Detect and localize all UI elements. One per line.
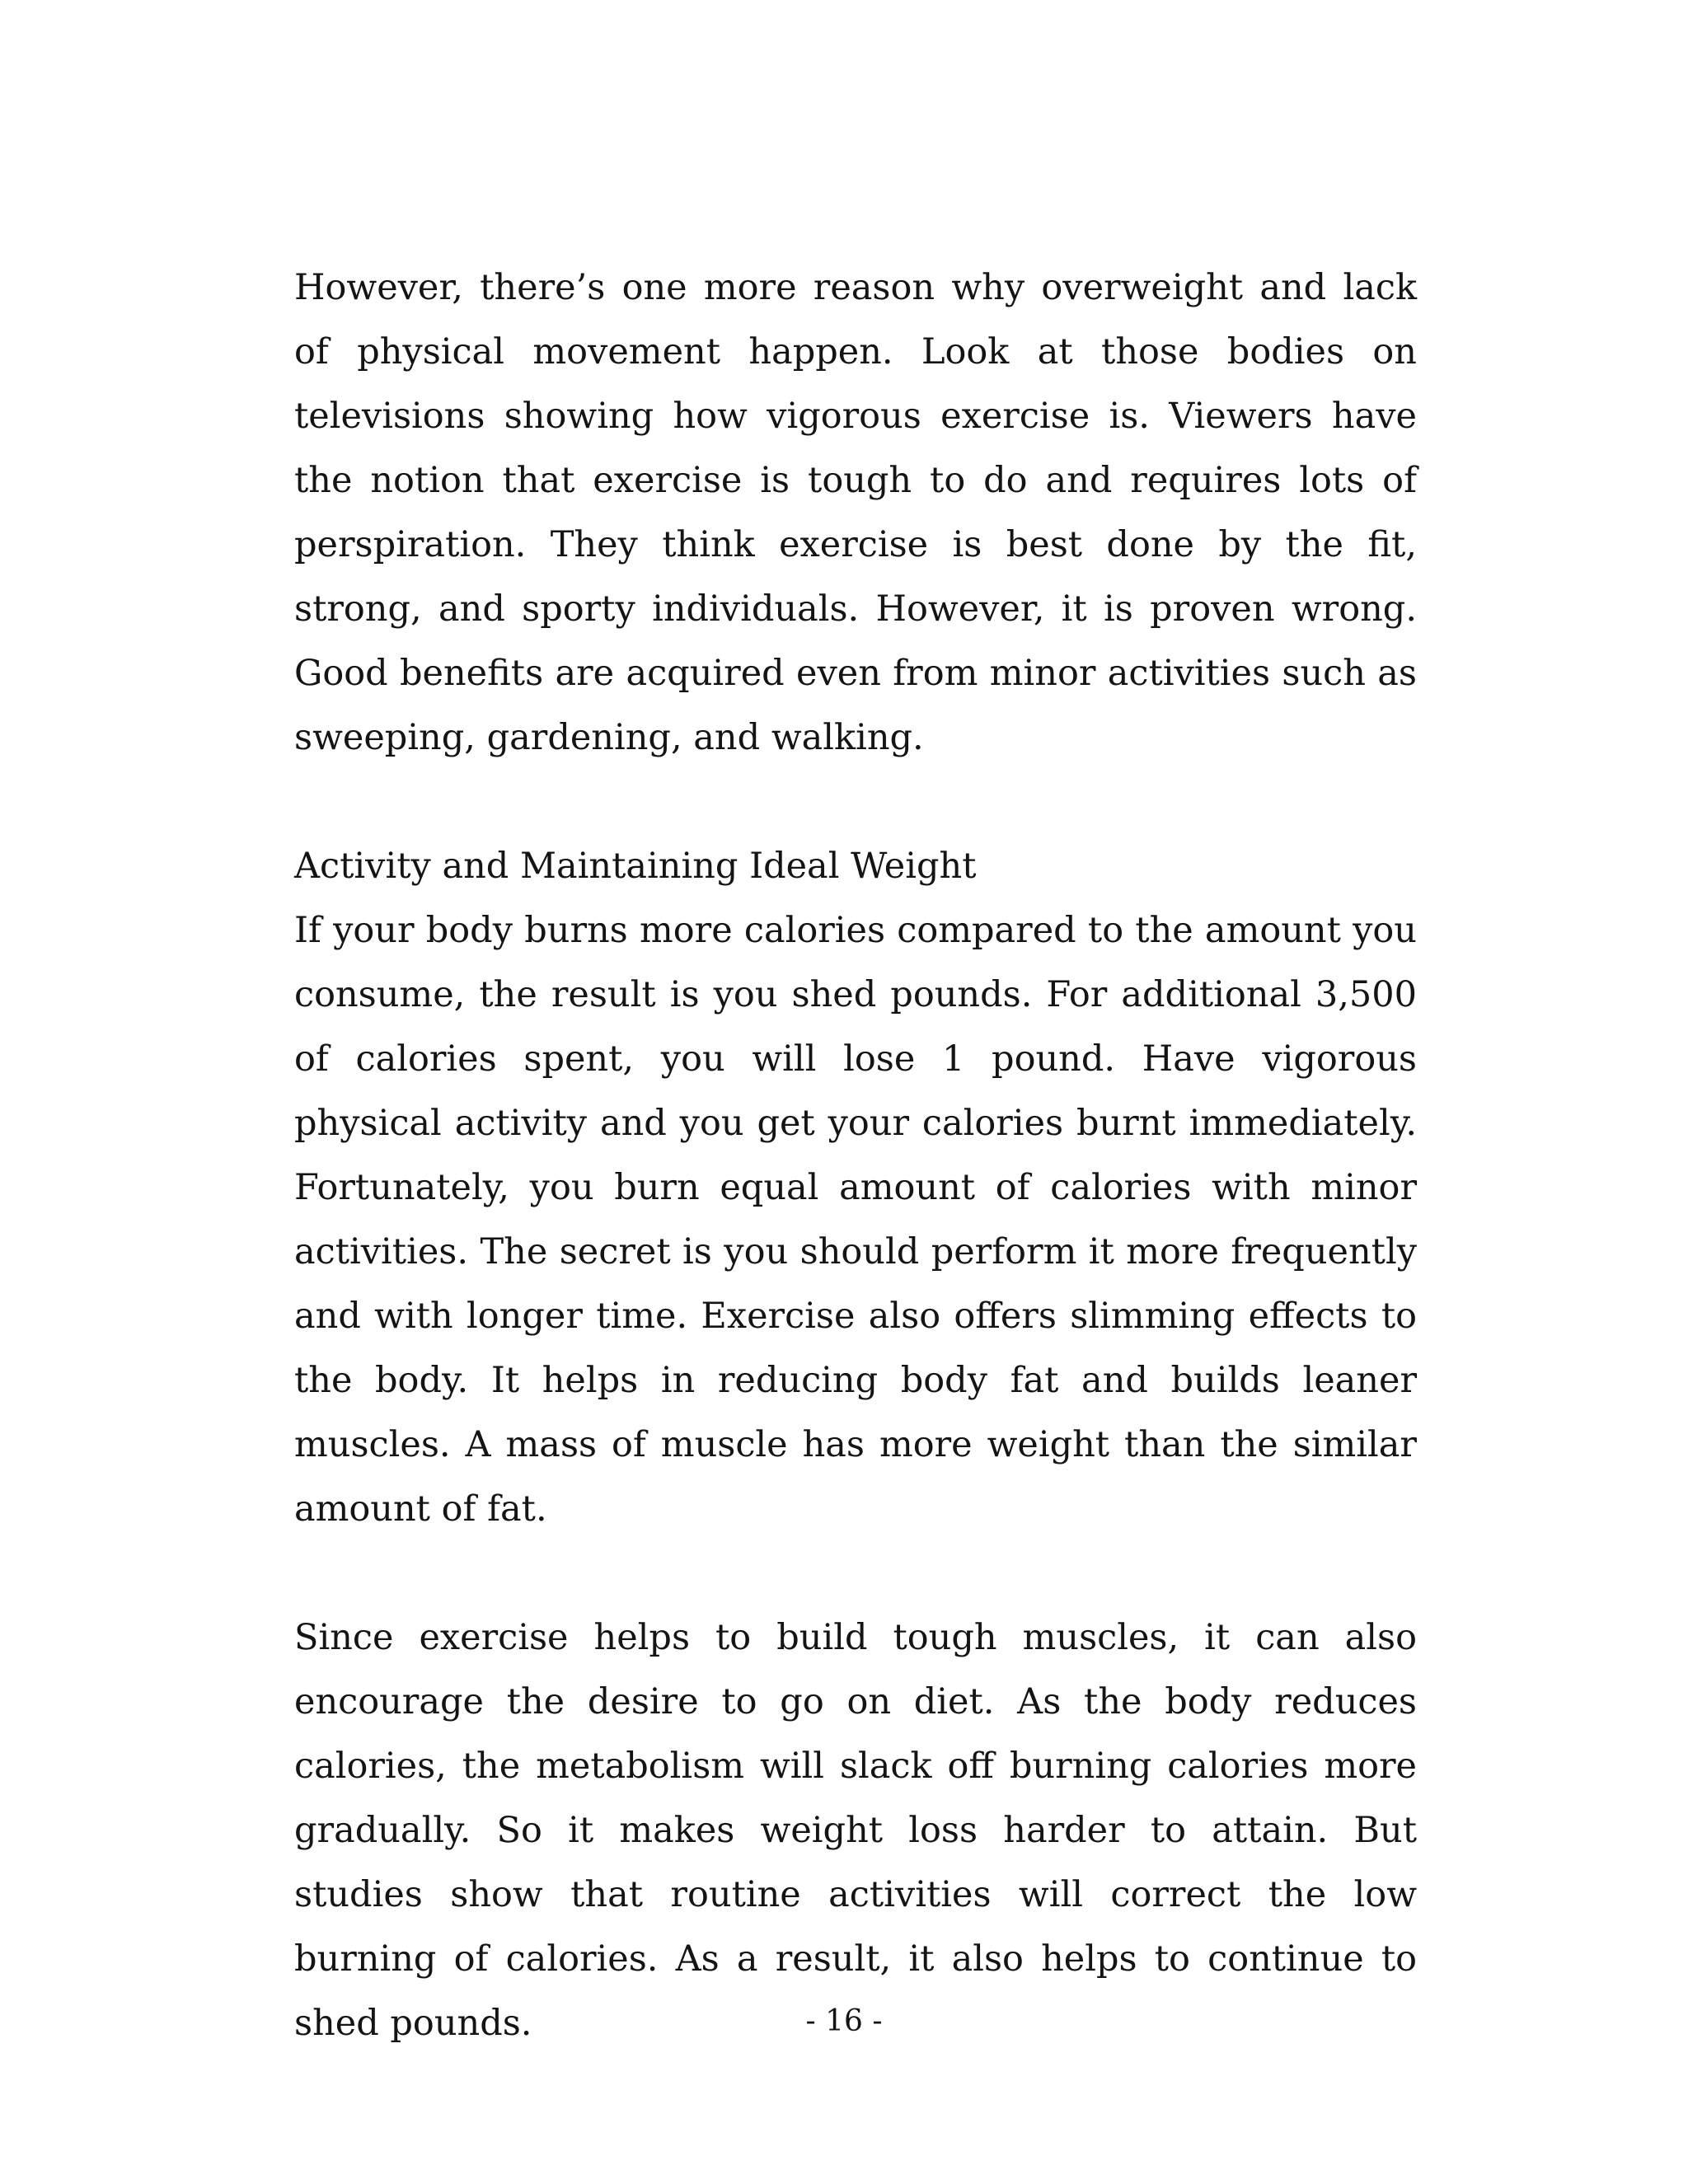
paragraph-2: If your body burns more calories compared to the amount you consume, the result is you shed pounds. For additional 3,500 of calories spent, you will lose 1 pound. Have vigorous physical activity and you get your calories burnt immediately. Fortunately, you burn equal amount of calories with minor activities. The secret is you should perform it more frequently and with longer time. Exercise also offers slimming effects to the body. It helps in reducing body fat and builds leaner muscles. A mass of muscle has more weight than the similar amount of fat.	[294, 910, 1417, 1530]
paragraph-3: Since exercise helps to build tough muscles, it can also encourage the desire to go on diet. As the body reduces calories, the metabolism will slack off burning calories more gradually. So it makes weight loss harder to attain. But studies show that routine activities will correct the low burning of calories. As a result, it also helps to continue to shed pounds.	[294, 1617, 1417, 2044]
paragraph-gap	[294, 1541, 1417, 1605]
section-heading: Activity and Maintaining Ideal Weight	[294, 846, 977, 887]
paragraph-1: However, there’s one more reason why overweight and lack of physical movement happen. Look at those bodies on televisions showing how vigorous exercise is. Viewers have the notion that exercise is tough to do and requires lots of perspiration. They think exercise is best done by the fit, strong, and sporty individuals. However, it is proven wrong. Good benefits are acquired even from minor activities such as sweeping, gardening, and walking.	[294, 267, 1417, 758]
paragraph-gap	[294, 770, 1417, 834]
page-content	[294, 255, 1417, 2055]
page-number: - 16 -	[805, 2004, 883, 2038]
